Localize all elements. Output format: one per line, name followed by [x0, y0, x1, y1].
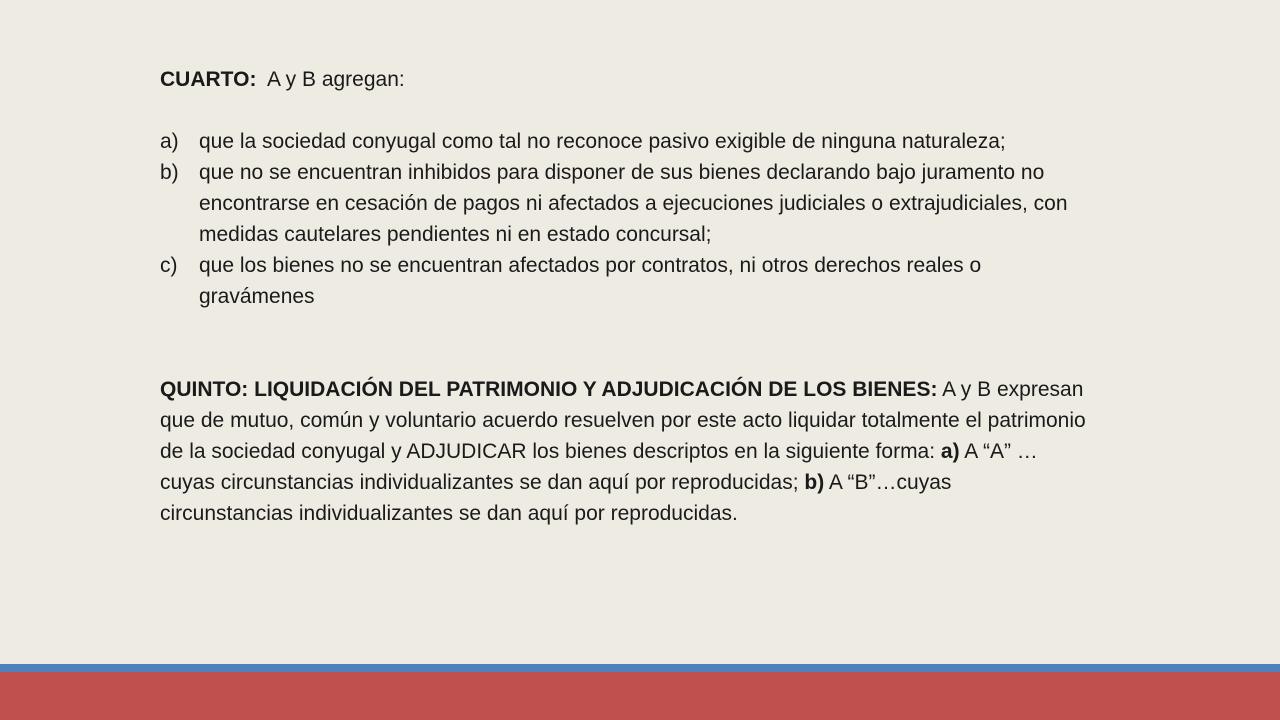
footer-red-bar: [0, 672, 1280, 720]
slide-body: [160, 64, 1090, 529]
cuarto-heading: CUARTO:: [160, 68, 257, 91]
list-item-text: que los bienes no se encuentran afectados por contratos, ni otros derechos reales o gravámenes: [199, 254, 982, 308]
list-marker: c): [160, 254, 178, 277]
list-item-text: que no se encuentran inhibidos para disponer de sus bienes declarando bajo juramento no encontrarse en cesación de pagos ni afectados a ejecuciones judiciales o extrajudiciales, con medidas cautelares pendientes ni en estado concursal;: [199, 161, 1068, 246]
cuarto-intro-text: A y B agregan:: [256, 68, 405, 91]
list-marker: a): [160, 130, 179, 153]
quinto-text-2: A “A” … cuyas circunstancias individualizantes se dan aquí por reproducidas;: [160, 440, 1038, 494]
list-item: [160, 157, 1090, 250]
list-item-text: que la sociedad conyugal como tal no reconoce pasivo exigible de ninguna naturaleza;: [199, 130, 1006, 153]
cuarto-list: [160, 126, 1090, 312]
footer-blue-bar: [0, 664, 1280, 672]
list-marker: b): [160, 161, 179, 184]
quinto-heading: QUINTO: LIQUIDACIÓN DEL PATRIMONIO Y ADJUDICACIÓN DE LOS BIENES:: [160, 378, 938, 401]
quinto-paragraph: [160, 374, 1090, 529]
quinto-text-3: A “B”…cuyas circunstancias individualizantes se dan aquí por reproducidas.: [160, 471, 952, 525]
quinto-label-a: a): [940, 440, 960, 463]
list-item: [160, 126, 1090, 157]
quinto-label-b: b): [804, 471, 825, 494]
list-item: [160, 250, 1090, 312]
cuarto-intro: [160, 64, 1090, 95]
quinto-text-1: A y B expresan que de mutuo, común y voluntario acuerdo resuelven por este acto liquidar totalmente el patrimonio de la sociedad conyugal y ADJUDICAR los bienes descriptos en la siguiente forma:: [160, 378, 1086, 463]
